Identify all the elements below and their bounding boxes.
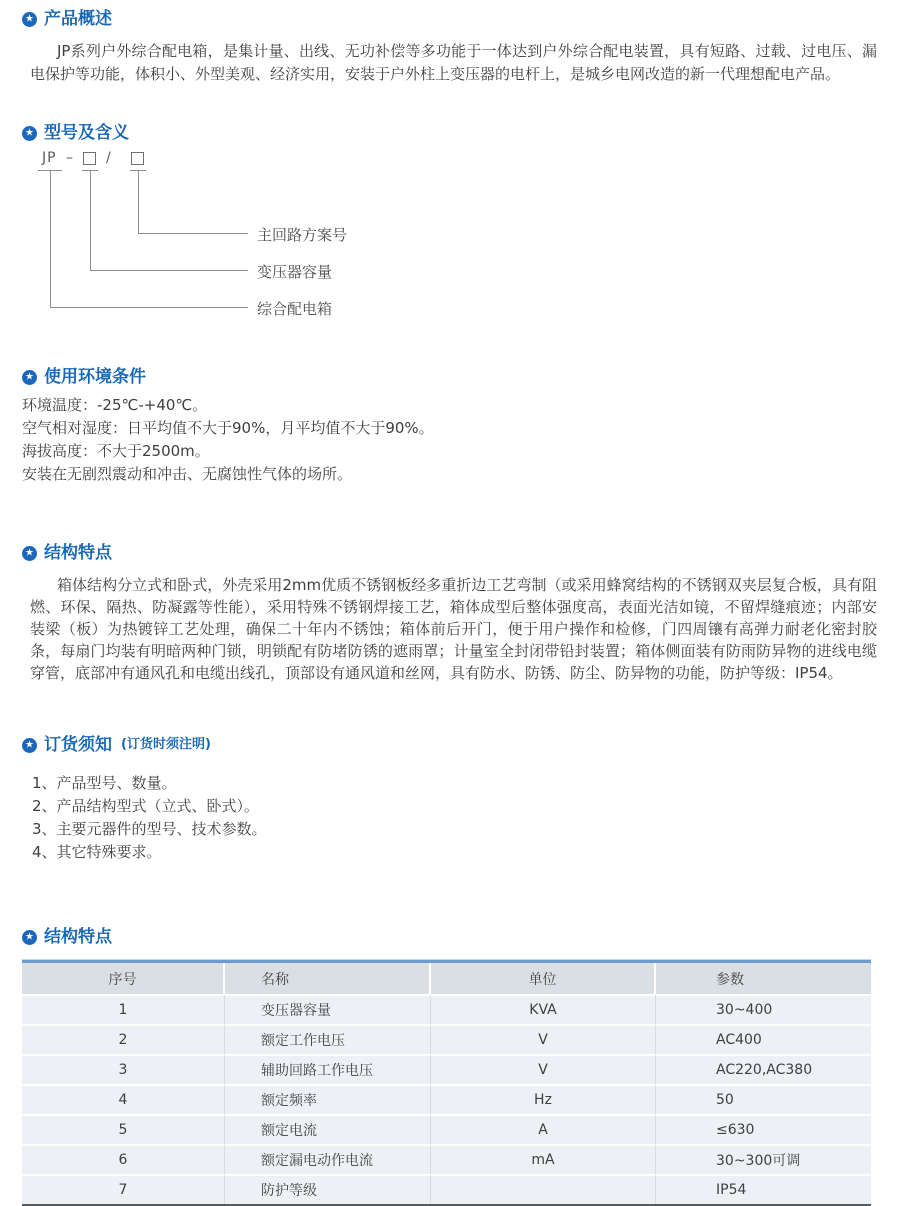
- cell-name: 额定漏电动作电流: [225, 1144, 431, 1174]
- cell-name: 额定工作电压: [225, 1024, 431, 1054]
- table-header-row: [22, 963, 871, 994]
- cell-index: 6: [22, 1144, 225, 1174]
- list-item: 安装在无剧烈震动和冲击、无腐蚀性气体的场所。: [22, 465, 353, 483]
- cell-unit: [431, 1174, 656, 1204]
- star-icon: ★: [22, 12, 37, 27]
- column-header: 名称: [225, 963, 431, 994]
- cell-index: 2: [22, 1024, 225, 1054]
- section-title-text: 产品概述: [44, 9, 112, 29]
- list-item: 4、其它特殊要求。: [32, 843, 162, 861]
- section-ordering: [22, 734, 877, 864]
- section-title-overview: [22, 8, 877, 30]
- model-box: [131, 152, 144, 165]
- star-icon: ★: [22, 126, 37, 141]
- diagram-line: [50, 170, 51, 307]
- model-box: [83, 152, 96, 165]
- diagram-line: [50, 307, 248, 308]
- cell-name: 变压器容量: [225, 994, 431, 1024]
- cell-param: AC220,AC380: [656, 1054, 871, 1084]
- table-row: [22, 1084, 871, 1114]
- diagram-line: [90, 170, 91, 270]
- list-item: 3、主要元器件的型号、技术参数。: [32, 820, 267, 838]
- section-title-ordering: [22, 734, 877, 756]
- cell-param: 30~300可调: [656, 1144, 871, 1174]
- cell-unit: mA: [431, 1144, 656, 1174]
- list-item: 2、产品结构型式（立式、卧式）。: [32, 797, 260, 815]
- section-title-model: [22, 122, 877, 144]
- cell-unit: KVA: [431, 994, 656, 1024]
- ordering-list: [32, 772, 877, 864]
- column-header: 参数: [656, 963, 871, 994]
- cell-index: 1: [22, 994, 225, 1024]
- cell-unit: Hz: [431, 1084, 656, 1114]
- model-label: 主回路方案号: [257, 226, 348, 244]
- cell-unit: V: [431, 1024, 656, 1054]
- model-label: 变压器容量: [257, 263, 333, 281]
- section-title-text: 结构特点: [44, 543, 112, 563]
- list-item: 海拔高度：不大于2500m。: [22, 442, 210, 460]
- cell-param: IP54: [656, 1174, 871, 1204]
- section-parameters: [22, 926, 877, 1206]
- cell-unit: V: [431, 1054, 656, 1084]
- section-model: [22, 122, 877, 322]
- section-title-text: 型号及含义: [44, 123, 129, 143]
- table-row: [22, 1054, 871, 1084]
- overview-paragraph: JP系列户外综合配电箱，是集计量、出线、无功补偿等多功能于一体达到户外综合配电装置，具有短路、过载、过电压、漏电保护等功能，体积小、外型美观、经济实用，安装于户外柱上变压器的电杆上，是城乡电网改造的新一代理想配电产品。: [30, 42, 877, 83]
- column-header: 序号: [22, 963, 225, 994]
- section-title-text: 使用环境条件: [44, 367, 146, 387]
- list-item: 空气相对湿度：日平均值不大于90%，月平均值不大于90%。: [22, 419, 434, 437]
- section-environment: [22, 366, 877, 486]
- diagram-line: [90, 270, 248, 271]
- table-row: [22, 1144, 871, 1174]
- section-subtitle: (订货时须注明): [121, 737, 211, 752]
- cell-name: 额定电流: [225, 1114, 431, 1144]
- table-row: [22, 1114, 871, 1144]
- params-table-wrap: [22, 959, 871, 1206]
- section-structure: [22, 542, 877, 684]
- star-icon: ★: [22, 370, 37, 385]
- section-title-environment: [22, 366, 877, 388]
- model-prefix: JP: [42, 150, 57, 166]
- cell-param: 50: [656, 1084, 871, 1114]
- cell-name: 防护等级: [225, 1174, 431, 1204]
- table-row: [22, 1174, 871, 1204]
- column-header: 单位: [431, 963, 656, 994]
- cell-index: 7: [22, 1174, 225, 1204]
- section-title-text: 订货须知: [44, 735, 112, 755]
- model-slash: /: [106, 150, 112, 166]
- params-table: [22, 963, 871, 1204]
- cell-index: 4: [22, 1084, 225, 1114]
- cell-index: 3: [22, 1054, 225, 1084]
- section-title-parameters: [22, 926, 877, 948]
- cell-param: ≤630: [656, 1114, 871, 1144]
- cell-index: 5: [22, 1114, 225, 1144]
- model-dash: –: [66, 150, 74, 166]
- table-row: [22, 994, 871, 1024]
- environment-list: [22, 394, 877, 486]
- star-icon: ★: [22, 738, 37, 753]
- table-row: [22, 1024, 871, 1054]
- section-title-structure: [22, 542, 877, 564]
- model-code-diagram: [22, 150, 877, 322]
- diagram-line: [138, 233, 248, 234]
- section-overview: [22, 8, 877, 86]
- section-title-text: 结构特点: [44, 927, 112, 947]
- cell-name: 辅助回路工作电压: [225, 1054, 431, 1084]
- cell-name: 额定频率: [225, 1084, 431, 1114]
- cell-unit: A: [431, 1114, 656, 1144]
- cell-param: AC400: [656, 1024, 871, 1054]
- star-icon: ★: [22, 930, 37, 945]
- structure-paragraph: 箱体结构分立式和卧式，外壳采用2mm优质不锈钢板经多重折边工艺弯制（或采用蜂窝结构的不锈钢双夹层复合板，具有阻燃、环保、隔热、防凝露等性能），采用特殊不锈钢焊接工艺，箱体成型后整体强度高，表面光洁如镜，不留焊缝痕迹；内部安装梁（板）为热镀锌工艺处理，确保二十年内不锈蚀；箱体前后开门，便于用户操作和检修，门四周镶有高弹力耐老化密封胶条，每扇门均装有明暗两种门锁，明锁配有防堵防锈的遮雨罩；计量室全封闭带铅封装置；箱体侧面装有防雨防异物的进线电缆穿管，底部冲有通风孔和电缆出线孔，顶部设有通风道和丝网，具有防水、防锈、防尘、防异物的功能，防护等级：IP54。: [30, 576, 877, 682]
- star-icon: ★: [22, 546, 37, 561]
- diagram-line: [138, 170, 139, 233]
- list-item: 1、产品型号、数量。: [32, 774, 177, 792]
- model-label: 综合配电箱: [257, 300, 333, 318]
- list-item: 环境温度：-25℃-+40℃。: [22, 396, 208, 414]
- cell-param: 30~400: [656, 994, 871, 1024]
